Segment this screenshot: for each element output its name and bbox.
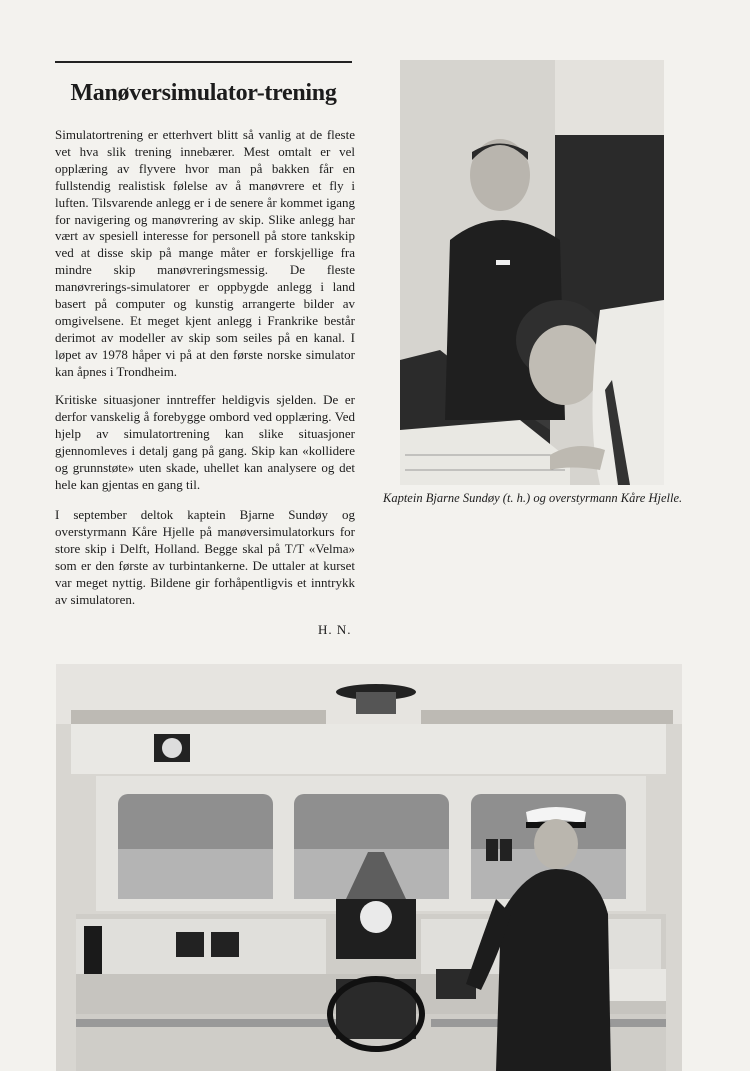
paragraph-2: Kritiske situasjoner inntreffer heldigvis sjelden. De er derfor vanskelig å forebygge ombord ved opplæring. Ved hjelp av simulatortrening kan slike situasjoner gjennomleves i detalj gang på gang. Skip kan «kollidere og grunnstøte» uten skade, uhellet kan analysere og det hele kan gjentas en gang til. xyxy=(55,392,355,492)
title-rule xyxy=(55,61,352,63)
article-title: Manøversimulator-trening xyxy=(70,80,337,106)
paragraph-3: I september deltok kaptein Bjarne Sundøy og overstyrmann Kåre Hjelle på manøversimulatorkurs for store skip i Delft, Holland. Begge skal på T/T «Velma» som er den første av turbintankerne. De uttaler at kurset var meget nyttig. Bildene gir forhåpentligvis et inntrykk av simulatoren. xyxy=(55,507,355,607)
officers-photo xyxy=(400,60,664,485)
simulator-bridge-photo xyxy=(56,664,682,1071)
paragraph-1: Simulatortrening er etterhvert blitt så vanlig at de fleste vet hva slik trening innebærer. Mest omtalt er vel opplæring av flyvere hvor man på bakken får en fullstendig realistisk følelse av å manøvrere et fly i luften. Tilsvarende anlegg er i de senere år kommet igang for navigering og manøvrering av skip. Slike anlegg har vært av spesiell interesse for personell på store tankskip ved at disse skip på mange måter er forskjellige fra mindre skip manøvreringsmessig. De fleste manøvrerings-simulatorer er oppbygde anlegg i land basert på computer og kunstig arrangerte bilder av omgivelsene. Et meget kjent anlegg i Frankrike består derimot av modeller av skip som seiles på en kanal. I løpet av 1978 håper vi på at den første norske simulator kan åpnes i Trondheim. xyxy=(55,127,355,379)
photo-caption: Kaptein Bjarne Sundøy (t. h.) og overstyrmann Kåre Hjelle. xyxy=(383,491,683,505)
author-signature: H. N. xyxy=(318,622,352,637)
